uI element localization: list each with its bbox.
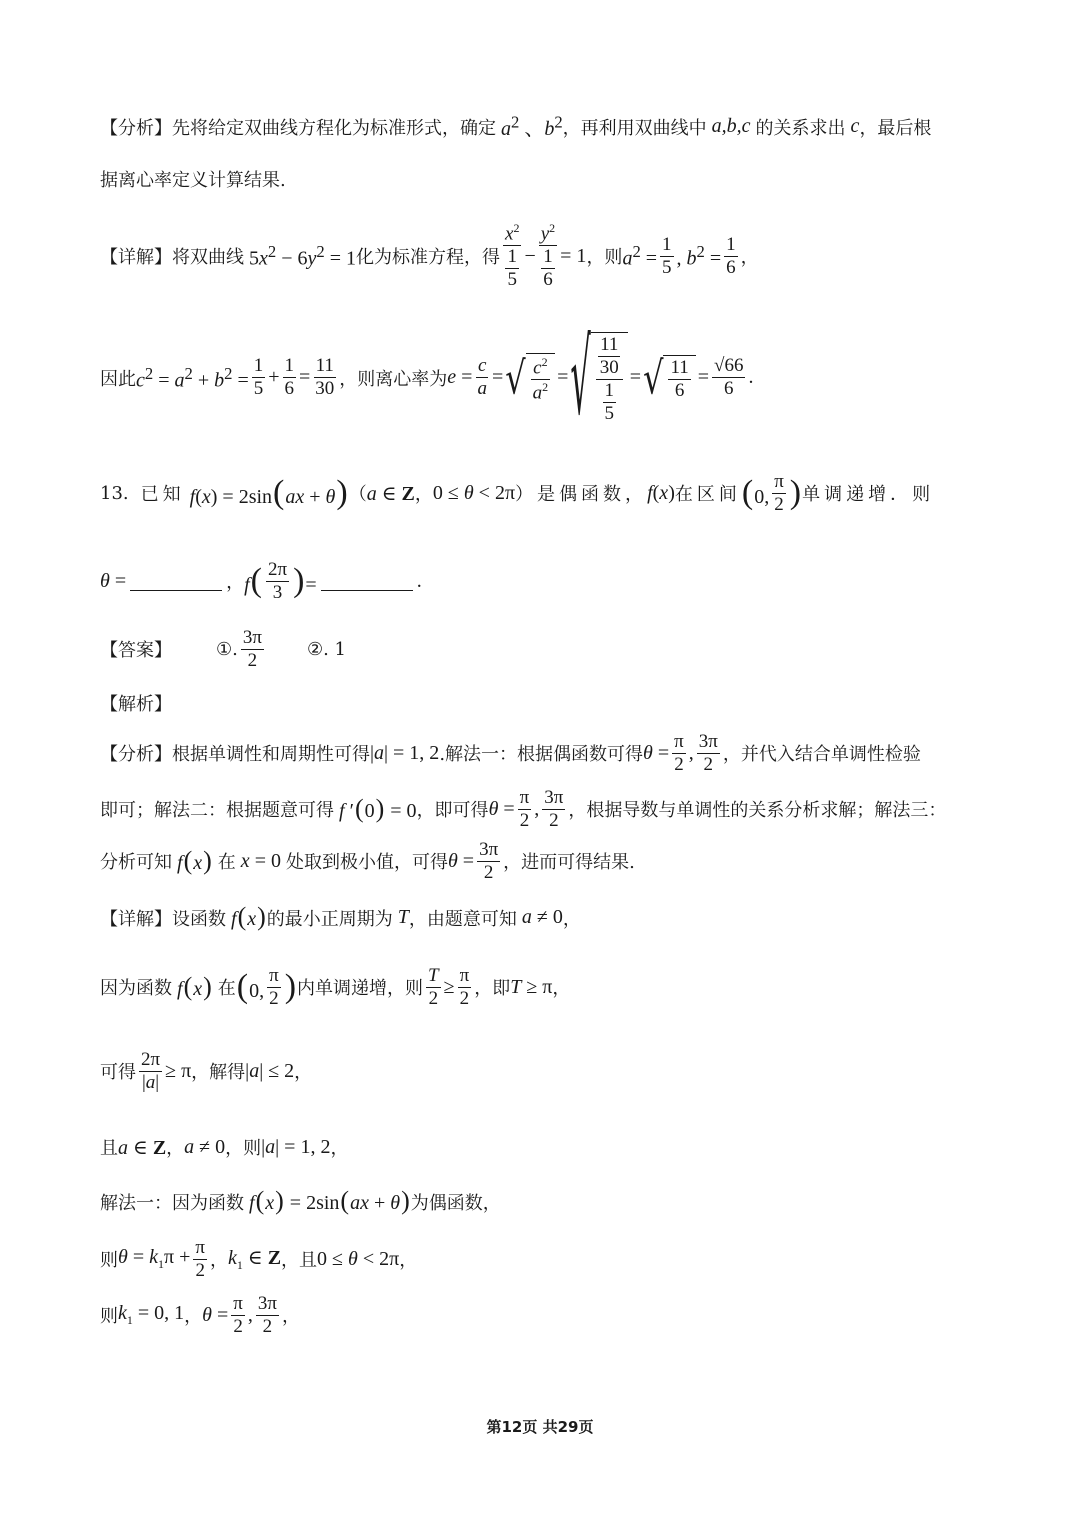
answer-blank-1[interactable] — [130, 572, 222, 591]
section-label: 【详解】 — [100, 908, 172, 930]
section-label: 【分析】 — [100, 744, 172, 766]
section-label: 【分析】 — [100, 117, 172, 139]
fenxi-line-3: 分析可知 f(x) 在 x = 0 处取到极小值，可得 θ = $\frac{3\pi}{2}$ ，进而可得结果. — [100, 839, 635, 883]
fenxi-line-2: 即可；解法二：根据题意可得 f ′(0) = 0 ，即可得 θ = $\frac{\pi}{2}$ , $\frac{3\pi}{2}$ ，根据导数与单调性的关系分析求解；解法三： — [100, 787, 947, 831]
detail-b-line-1: 【详解】 设函数 f(x) 的最小正周期为 T ，由题意可知 a ≠ 0 ， — [100, 902, 581, 931]
question-13-line-2: θ = ， f( $\frac{2\pi}{3}$ )= . — [100, 559, 422, 603]
analysis-line-2: 据离心率定义计算结果. — [100, 170, 286, 191]
standard-form-x: $\frac{x^2}{\frac{1}{5}}$ — [505, 221, 520, 291]
fenxi-line-1: 【分析】 根据单调性和周期性可得 |a| = 1, 2 .解法一：根据偶函数可得 θ = $\frac{\pi}{2}$ , $\frac{3\pi}{2}$ ，并代入结合单调性检验 — [100, 731, 921, 775]
analysis-line-1: 【分析】 先将给定双曲线方程化为标准形式，确定 $a^2$ 、$b^2$ ，再利用双曲线中 a,b,c 的关系求出 c ，最后根 — [100, 112, 932, 140]
detail-line-2: 因此 $c^2 = a^2 + b^2$ = $\frac{1}{5}$ + $\frac{1}{6}$ = $\frac{11}{30}$ ，则离心率为 e = $\frac{c}{a}$ = √ $\frac{c^2}{a^2}$ = √ $\frac{\frac{11}{30}}{\frac{1}{5}}$ = √ $\frac{11}{6}$ = $\frac{√66}{6}$ . — [100, 317, 754, 439]
detail-b-line-3: 可得 $\frac{2\pi}{|a|}$ ≥ π ，解得 |a| ≤ 2 ， — [100, 1049, 313, 1093]
section-label: 【答案】 — [100, 640, 172, 662]
detail-b-line-6: 则 $\theta = k_1\pi$ + $\frac{\pi}{2}$ ， $k_1$ ∈ Z ，且 0 ≤ θ < 2π ， — [100, 1237, 418, 1281]
question-number: 13. — [100, 482, 129, 504]
detail-b-line-7: 则 $k_1 = 0$, 1 ， θ = $\frac{\pi}{2}$ , $\frac{3\pi}{2}$ ， — [100, 1293, 300, 1337]
detail-line-1: 【详解】 将双曲线 $5x^2 - 6y^2 = 1$ 化为标准方程，得 $\frac{x^2}{\frac{1}{5}}$ − $\frac{y^2}{\frac{1}{6}}$ = 1 ，则 $a^2$ = $\frac{1}{5}$ , $b^2$ = $\frac{1}{6}$ ， — [100, 221, 759, 291]
detail-b-line-4: 且 a ∈ Z ， a ≠ 0 ，则 |a| = 1, 2 ， — [100, 1135, 349, 1159]
detail-b-line-2: 因为函数 f(x) 在 (0, $\frac{\pi}{2}$ ) 内单调递增，则 $\frac{T}{2}$ ≥ $\frac{\pi}{2}$ ，即 T ≥ π ， — [100, 965, 571, 1009]
standard-form-y: $\frac{y^2}{\frac{1}{6}}$ — [540, 221, 556, 291]
section-label: 【详解】 — [100, 247, 172, 269]
section-label: 【解析】 — [100, 694, 172, 715]
page-footer: 第12页 共29页 — [486, 1418, 594, 1436]
solution-label-line — [100, 690, 984, 716]
detail-b-line-5: 解法一：因为函数 f(x) = 2sin(ax + θ) 为偶函数， — [100, 1186, 501, 1215]
answer-line: 【答案】 ①. $\frac{3\pi}{2}$ ②. 1 — [100, 627, 346, 671]
question-13-line-1: 13. 已知 f(x) = 2sin(ax + θ) （ a ∈ Z ， 0 ≤ θ < 2π ）是偶函数， f(x) 在区间 (0, $\frac{\pi}{2}$ ) 单调递增．则 — [100, 471, 935, 515]
answer-blank-2[interactable] — [321, 572, 413, 591]
